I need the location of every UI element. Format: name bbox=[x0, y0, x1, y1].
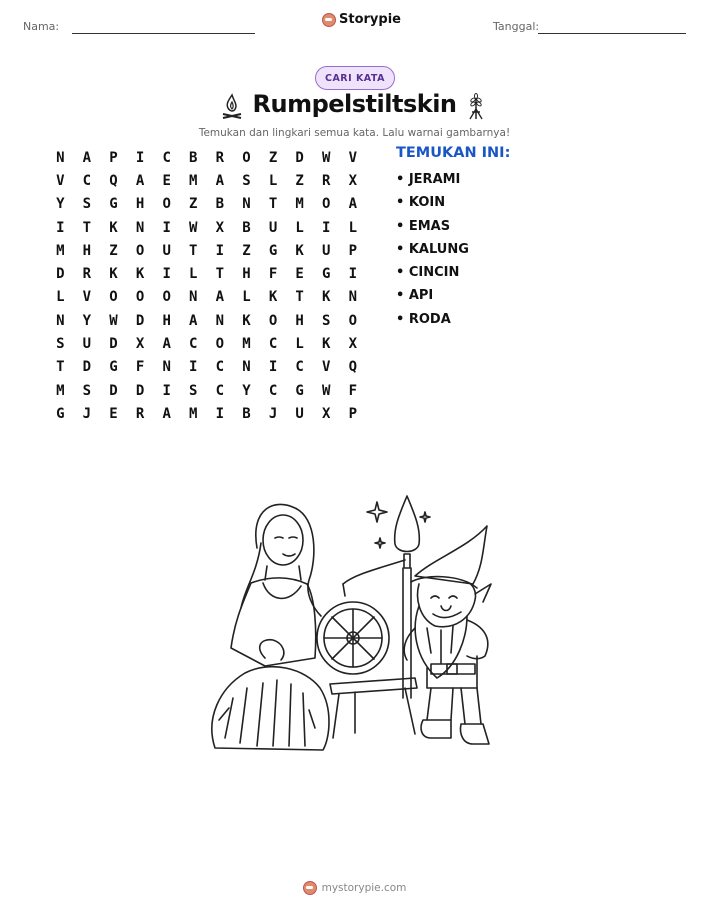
grid-cell[interactable]: K bbox=[322, 289, 331, 306]
grid-cell[interactable]: G bbox=[109, 196, 118, 213]
rumpelstiltskin-illustration bbox=[205, 488, 505, 758]
grid-cell[interactable]: P bbox=[348, 405, 358, 422]
grid-cell[interactable]: F bbox=[348, 382, 358, 399]
grid-cell[interactable]: Z bbox=[189, 196, 198, 213]
grid-cell[interactable]: C bbox=[189, 336, 198, 353]
grid-cell[interactable]: O bbox=[162, 289, 171, 306]
grid-cell[interactable]: H bbox=[82, 242, 92, 259]
grid-cell[interactable]: A bbox=[189, 312, 198, 329]
grid-cell[interactable]: L bbox=[242, 289, 251, 306]
grid-cell[interactable]: U bbox=[82, 336, 92, 353]
footer bbox=[0, 881, 709, 895]
grid-cell[interactable]: A bbox=[215, 172, 225, 189]
grid-cell[interactable]: S bbox=[56, 336, 65, 353]
grid-cell[interactable]: B bbox=[189, 149, 198, 166]
wheat-icon bbox=[464, 92, 488, 120]
grid-cell[interactable]: H bbox=[135, 196, 145, 213]
grid-cell[interactable]: I bbox=[162, 219, 171, 236]
word-list-item: • KALUNG bbox=[396, 241, 469, 257]
grid-cell[interactable]: N bbox=[56, 149, 65, 166]
name-line[interactable] bbox=[72, 33, 255, 34]
grid-cell[interactable]: S bbox=[189, 382, 198, 399]
grid-cell[interactable]: C bbox=[295, 359, 304, 376]
grid-cell[interactable]: T bbox=[82, 219, 92, 236]
grid-cell[interactable]: Z bbox=[295, 172, 304, 189]
word-list-item: • KOIN bbox=[396, 195, 446, 211]
page-title: Rumpelstiltskin bbox=[252, 90, 457, 118]
grid-cell[interactable]: I bbox=[215, 405, 225, 422]
grid-cell[interactable]: N bbox=[215, 312, 225, 329]
date-line[interactable] bbox=[538, 33, 686, 34]
grid-cell[interactable]: D bbox=[109, 382, 118, 399]
grid-cell[interactable]: N bbox=[56, 312, 65, 329]
word-list-item: • CINCIN bbox=[396, 265, 460, 281]
grid-cell[interactable]: G bbox=[268, 242, 278, 259]
brand-name: Storypie bbox=[339, 12, 401, 27]
grid-cell[interactable]: R bbox=[215, 149, 225, 166]
grid-cell[interactable]: D bbox=[135, 312, 145, 329]
grid-cell[interactable]: M bbox=[189, 405, 198, 422]
grid-cell[interactable]: P bbox=[109, 149, 118, 166]
word-list-item: • JERAMI bbox=[396, 172, 461, 187]
grid-cell[interactable]: B bbox=[215, 196, 225, 213]
grid-cell[interactable]: G bbox=[295, 382, 304, 399]
grid-cell[interactable]: V bbox=[322, 359, 331, 376]
grid-cell[interactable]: L bbox=[348, 219, 358, 236]
grid-cell[interactable]: O bbox=[109, 289, 118, 306]
grid-cell[interactable]: N bbox=[348, 289, 358, 306]
grid-cell[interactable]: I bbox=[162, 382, 171, 399]
grid-cell[interactable]: S bbox=[82, 196, 92, 213]
grid-cell[interactable]: C bbox=[215, 382, 225, 399]
grid-cell[interactable]: G bbox=[109, 359, 118, 376]
grid-cell[interactable]: H bbox=[295, 312, 304, 329]
grid-cell[interactable]: E bbox=[295, 266, 304, 283]
grid-cell[interactable]: V bbox=[348, 149, 358, 166]
grid-cell[interactable]: I bbox=[348, 266, 358, 283]
grid-cell[interactable]: S bbox=[242, 172, 251, 189]
grid-cell[interactable]: D bbox=[109, 336, 118, 353]
grid-cell[interactable]: O bbox=[348, 312, 358, 329]
word-list-item: • EMAS bbox=[396, 218, 451, 234]
grid-cell[interactable]: T bbox=[189, 242, 198, 259]
word-search-grid[interactable] bbox=[47, 146, 366, 426]
grid-cell[interactable]: B bbox=[242, 405, 251, 422]
grid-cell[interactable]: C bbox=[162, 149, 171, 166]
grid-cell[interactable]: L bbox=[189, 266, 198, 283]
grid-cell[interactable]: C bbox=[215, 359, 225, 376]
grid-cell[interactable]: M bbox=[242, 336, 251, 353]
grid-cell[interactable]: N bbox=[135, 219, 145, 236]
grid-cell[interactable]: X bbox=[322, 405, 331, 422]
grid-cell[interactable]: T bbox=[56, 359, 65, 376]
grid-cell[interactable]: B bbox=[242, 219, 251, 236]
grid-cell[interactable]: X bbox=[348, 336, 358, 353]
grid-cell[interactable]: H bbox=[162, 312, 171, 329]
grid-cell[interactable]: W bbox=[322, 149, 331, 166]
grid-cell[interactable]: Y bbox=[82, 312, 92, 329]
grid-cell[interactable]: V bbox=[56, 172, 65, 189]
grid-cell[interactable]: K bbox=[109, 219, 118, 236]
grid-cell[interactable]: I bbox=[215, 242, 225, 259]
grid-cell[interactable]: A bbox=[82, 149, 92, 166]
grid-cell[interactable]: W bbox=[322, 382, 331, 399]
grid-cell[interactable]: N bbox=[242, 196, 251, 213]
grid-cell[interactable]: T bbox=[295, 289, 304, 306]
grid-cell[interactable]: L bbox=[295, 219, 304, 236]
grid-cell[interactable]: I bbox=[162, 266, 171, 283]
grid-cell[interactable]: I bbox=[189, 359, 198, 376]
grid-cell[interactable]: X bbox=[215, 219, 225, 236]
grid-cell[interactable]: Z bbox=[242, 242, 251, 259]
instructions: Temukan dan lingkari semua kata. Lalu warnai gambarnya! bbox=[198, 127, 511, 139]
grid-cell[interactable]: A bbox=[162, 405, 171, 422]
grid-cell[interactable]: U bbox=[295, 405, 304, 422]
grid-cell[interactable]: E bbox=[162, 172, 171, 189]
grid-cell[interactable]: G bbox=[56, 405, 65, 422]
grid-cell[interactable]: Q bbox=[348, 359, 358, 376]
grid-cell[interactable]: O bbox=[242, 149, 251, 166]
grid-cell[interactable]: I bbox=[135, 149, 145, 166]
footer-url[interactable]: mystorypie.com bbox=[321, 882, 407, 894]
grid-cell[interactable]: I bbox=[56, 219, 65, 236]
grid-cell[interactable]: I bbox=[322, 219, 331, 236]
grid-cell[interactable]: T bbox=[268, 196, 278, 213]
grid-cell[interactable]: L bbox=[56, 289, 65, 306]
grid-cell[interactable]: K bbox=[268, 289, 278, 306]
grid-cell[interactable]: P bbox=[348, 242, 358, 259]
grid-cell[interactable]: Z bbox=[109, 242, 118, 259]
grid-cell[interactable]: K bbox=[242, 312, 251, 329]
grid-cell[interactable]: O bbox=[162, 196, 171, 213]
grid-cell[interactable]: O bbox=[322, 196, 331, 213]
grid-cell[interactable]: N bbox=[162, 359, 171, 376]
name-label: Nama: bbox=[23, 20, 60, 33]
grid-cell[interactable]: L bbox=[268, 172, 278, 189]
category-badge: CARI KATA bbox=[315, 66, 395, 90]
grid-cell[interactable]: W bbox=[109, 312, 118, 329]
grid-cell[interactable]: D bbox=[135, 382, 145, 399]
word-list bbox=[396, 171, 469, 334]
grid-cell[interactable]: C bbox=[268, 382, 278, 399]
grid-cell[interactable]: S bbox=[322, 312, 331, 329]
grid-cell[interactable]: F bbox=[268, 266, 278, 283]
grid-cell[interactable]: F bbox=[135, 359, 145, 376]
grid-cell[interactable]: M bbox=[189, 172, 198, 189]
grid-cell[interactable]: K bbox=[135, 266, 145, 283]
grid-cell[interactable]: M bbox=[295, 196, 304, 213]
grid-cell[interactable]: C bbox=[268, 336, 278, 353]
grid-cell[interactable]: Q bbox=[109, 172, 118, 189]
grid-cell[interactable]: A bbox=[135, 172, 145, 189]
grid-cell[interactable]: R bbox=[322, 172, 331, 189]
grid-cell[interactable]: J bbox=[82, 405, 92, 422]
grid-cell[interactable]: A bbox=[162, 336, 171, 353]
grid-cell[interactable]: X bbox=[135, 336, 145, 353]
grid-cell[interactable]: U bbox=[322, 242, 331, 259]
grid-cell[interactable]: K bbox=[322, 336, 331, 353]
brand-logo bbox=[322, 12, 401, 27]
grid-cell[interactable]: O bbox=[268, 312, 278, 329]
grid-cell[interactable]: D bbox=[82, 359, 92, 376]
grid-cell[interactable]: Y bbox=[242, 382, 251, 399]
storypie-logo-icon bbox=[303, 881, 317, 895]
grid-cell[interactable]: W bbox=[189, 219, 198, 236]
word-list-item: • RODA bbox=[396, 311, 451, 327]
grid-cell[interactable]: Y bbox=[56, 196, 65, 213]
date-label: Tanggal: bbox=[493, 20, 540, 33]
grid-cell[interactable]: E bbox=[109, 405, 118, 422]
grid-cell[interactable]: J bbox=[268, 405, 278, 422]
grid-cell[interactable]: H bbox=[242, 266, 251, 283]
grid-cell[interactable]: R bbox=[82, 266, 92, 283]
grid-cell[interactable]: D bbox=[295, 149, 304, 166]
grid-cell[interactable]: C bbox=[82, 172, 92, 189]
word-list-heading: TEMUKAN INI: bbox=[396, 145, 511, 161]
grid-cell[interactable]: U bbox=[162, 242, 171, 259]
grid-cell[interactable]: M bbox=[56, 242, 65, 259]
grid-cell[interactable]: L bbox=[295, 336, 304, 353]
grid-cell[interactable]: X bbox=[348, 172, 358, 189]
grid-cell[interactable]: N bbox=[189, 289, 198, 306]
grid-cell[interactable]: K bbox=[109, 266, 118, 283]
grid-cell[interactable]: V bbox=[82, 289, 92, 306]
grid-cell[interactable]: Z bbox=[268, 149, 278, 166]
grid-cell[interactable]: U bbox=[268, 219, 278, 236]
grid-cell[interactable]: O bbox=[215, 336, 225, 353]
grid-cell[interactable]: M bbox=[56, 382, 65, 399]
grid-cell[interactable]: D bbox=[56, 266, 65, 283]
grid-cell[interactable]: K bbox=[295, 242, 304, 259]
grid-cell[interactable]: A bbox=[215, 289, 225, 306]
grid-cell[interactable]: T bbox=[215, 266, 225, 283]
grid-cell[interactable]: I bbox=[268, 359, 278, 376]
grid-cell[interactable]: S bbox=[82, 382, 92, 399]
storypie-logo-icon bbox=[322, 13, 336, 27]
grid-cell[interactable]: O bbox=[135, 242, 145, 259]
grid-cell[interactable]: O bbox=[135, 289, 145, 306]
grid-cell[interactable]: G bbox=[322, 266, 331, 283]
word-list-item: • API bbox=[396, 288, 434, 304]
grid-cell[interactable]: N bbox=[242, 359, 251, 376]
grid-cell[interactable]: R bbox=[135, 405, 145, 422]
grid-cell[interactable]: A bbox=[348, 196, 358, 213]
